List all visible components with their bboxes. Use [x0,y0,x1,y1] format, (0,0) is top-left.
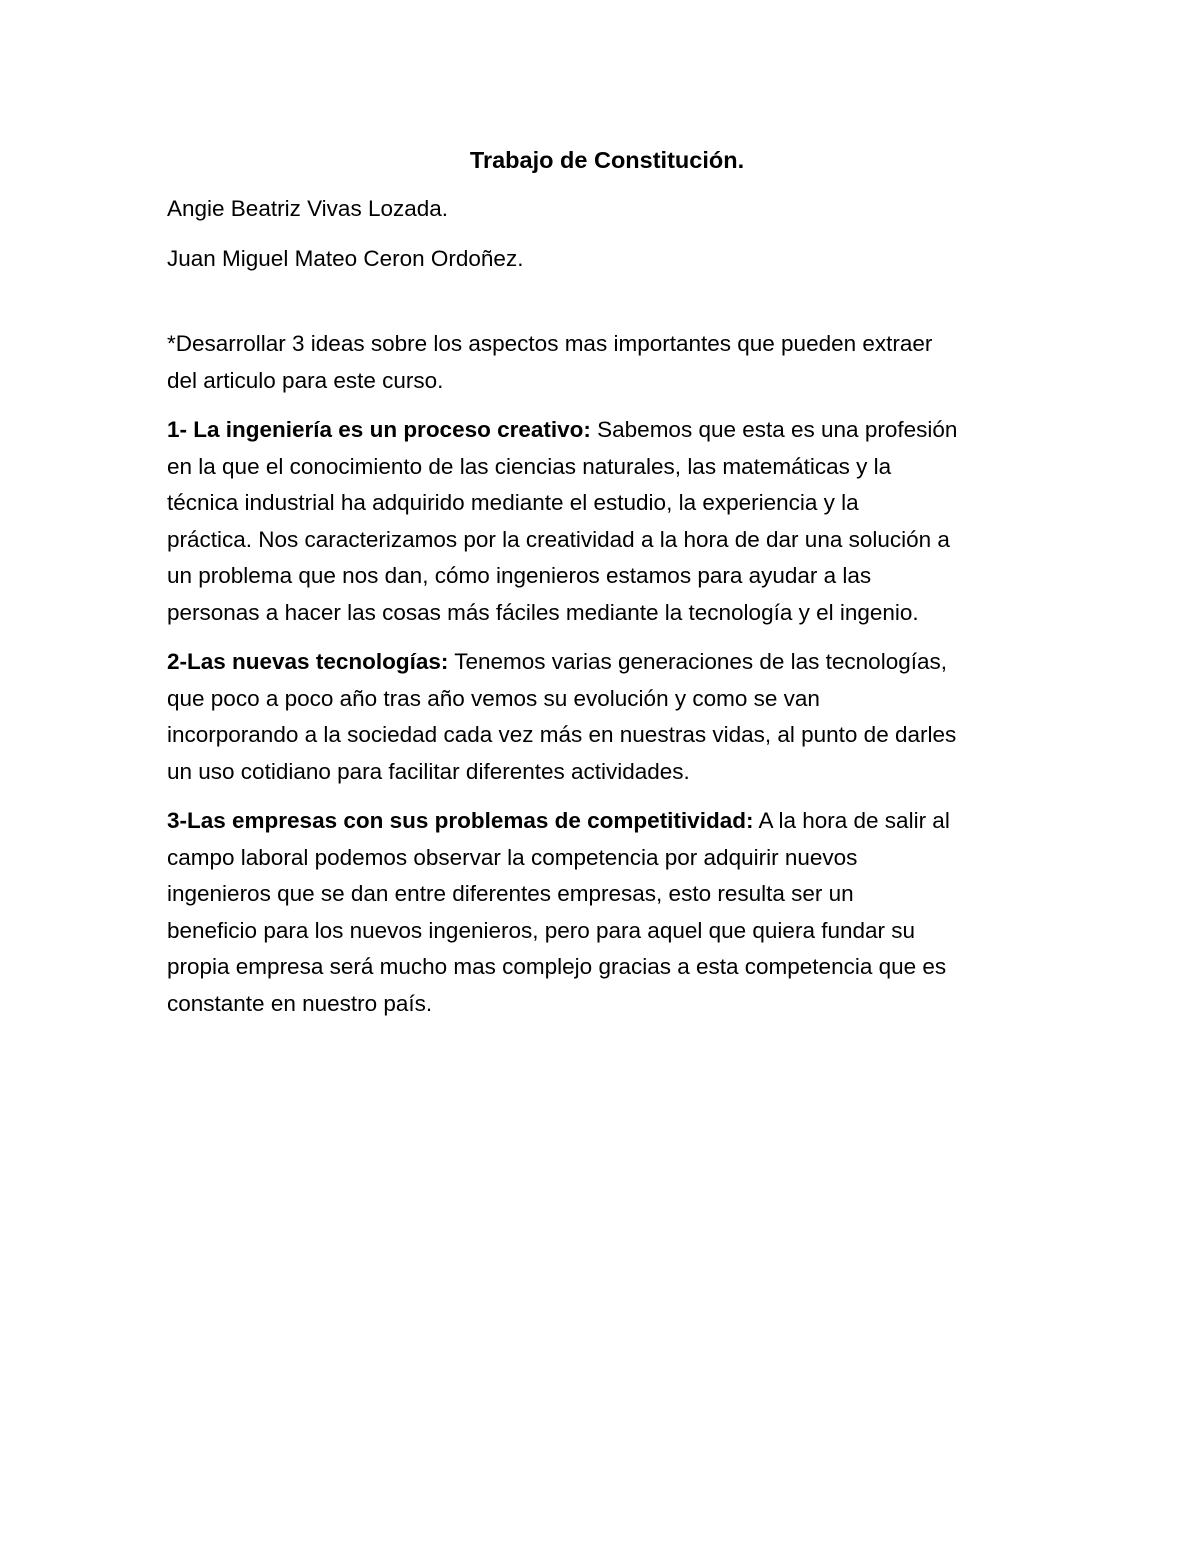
prompt-paragraph [167,326,1047,399]
idea-first-line [167,803,1047,840]
idea-line: beneficio para los nuevos ingenieros, pero para aquel que quiera fundar su [167,917,916,943]
idea-line: ingenieros que se dan entre diferentes empresas, esto resulta ser un [167,881,854,906]
document-body [167,142,1047,1035]
idea-line: incorporando a la sociedad cada vez más en nuestras vidas, al punto de darles [167,722,957,747]
idea-paragraph-2 [167,644,1047,790]
idea-paragraph-1 [167,412,1047,631]
idea-text: Tenemos varias generaciones de las tecnologías, [448,649,947,674]
idea-line: campo laboral podemos observar la competencia por adquirir nuevos [167,844,858,870]
idea-first-line [167,412,1047,449]
idea-line: práctica. Nos caracterizamos por la creatividad a la hora de dar una solución a [167,526,950,552]
idea-line: constante en nuestro país. [167,990,433,1016]
idea-text: A la hora de salir al [753,808,950,833]
idea-line: un problema que nos dan, cómo ingenieros estamos para ayudar a las [167,563,872,588]
idea-line: técnica industrial ha adquirido mediante el estudio, la experiencia y la [167,490,859,515]
prompt-line: *Desarrollar 3 ideas sobre los aspectos mas importantes que pueden extraer [167,331,933,356]
idea-line: en la que el conocimiento de las ciencias naturales, las matemáticas y la [167,453,892,479]
idea-line: personas a hacer las cosas más fáciles mediante la tecnología y el ingenio. [167,599,919,625]
blank-line [167,290,1047,326]
idea-heading: 3-Las empresas con sus problemas de competitividad: [167,808,754,833]
idea-first-line [167,644,1047,681]
author-name: Juan Miguel Mateo Ceron Ordoñez. [167,245,524,271]
idea-line: que poco a poco año tras año vemos su evolución y como se van [167,685,820,711]
idea-line: un uso cotidiano para facilitar diferentes actividades. [167,758,690,784]
idea-heading: 2-Las nuevas tecnologías: [167,649,449,674]
author-name: Angie Beatriz Vivas Lozada. [167,196,449,221]
idea-text: Sabemos que esta es una profesión [590,417,958,442]
prompt-line: del articulo para este curso. [167,367,444,393]
idea-line: propia empresa será mucho mas complejo gracias a esta competencia que es [167,954,947,979]
document-title: Trabajo de Constitución. [469,147,745,173]
idea-paragraph-3 [167,803,1047,1022]
idea-heading: 1- La ingeniería es un proceso creativo: [167,417,591,442]
